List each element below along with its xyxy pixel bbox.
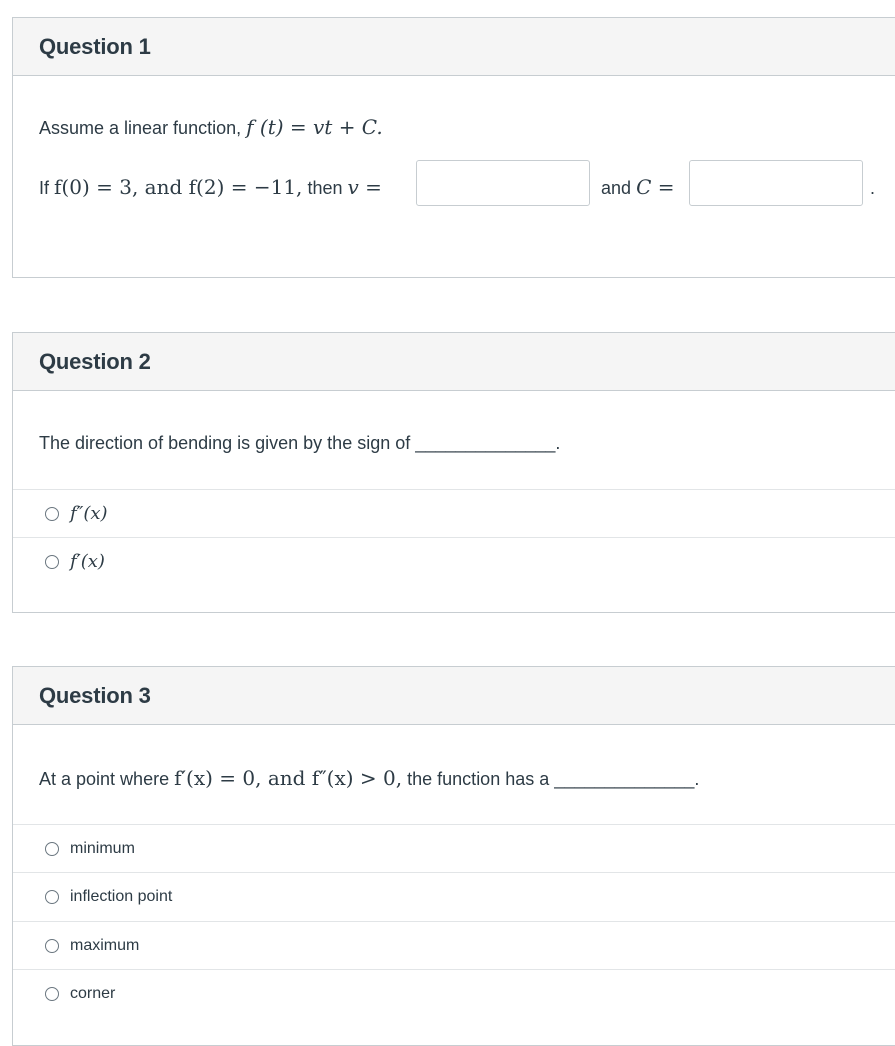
function-definition: f (t) = vt + C. bbox=[246, 115, 383, 139]
answer-option[interactable] bbox=[13, 921, 895, 969]
question-text bbox=[39, 115, 383, 139]
option-label[interactable]: corner bbox=[70, 984, 116, 1002]
radio-button[interactable] bbox=[45, 987, 59, 1001]
answer-option[interactable] bbox=[13, 824, 895, 872]
answer-option[interactable] bbox=[13, 872, 895, 920]
question-header bbox=[13, 333, 895, 391]
question-title: Question 2 bbox=[39, 348, 151, 374]
given-values: f(0) = 3, and f(2) = −11, bbox=[54, 175, 303, 199]
end-period: . bbox=[870, 178, 876, 198]
option-label[interactable]: f′(x) bbox=[70, 551, 105, 572]
question-card-1 bbox=[12, 17, 895, 278]
radio-button[interactable] bbox=[45, 507, 59, 521]
answer-option[interactable] bbox=[13, 969, 895, 1017]
text-after: the function has a ______________. bbox=[407, 769, 700, 789]
variable-c-label: C = bbox=[636, 175, 675, 199]
answer-option[interactable] bbox=[13, 537, 895, 585]
radio-button[interactable] bbox=[45, 890, 59, 904]
text-before: At a point where bbox=[39, 769, 170, 789]
question-card-3 bbox=[12, 666, 895, 1046]
radio-button[interactable] bbox=[45, 939, 59, 953]
option-label[interactable]: minimum bbox=[70, 839, 135, 857]
question-text: The direction of bending is given by the sign of ______________. bbox=[39, 433, 561, 453]
answer-option[interactable] bbox=[13, 489, 895, 537]
option-label[interactable]: inflection point bbox=[70, 887, 173, 905]
question-text bbox=[39, 766, 699, 790]
question-title: Question 1 bbox=[39, 33, 151, 59]
prompt-if: If bbox=[39, 178, 50, 198]
intro-text: Assume a linear function, bbox=[39, 118, 242, 138]
prompt-then: then bbox=[307, 178, 343, 198]
option-label[interactable]: maximum bbox=[70, 936, 140, 954]
question-title: Question 3 bbox=[39, 682, 151, 708]
question-header bbox=[13, 18, 895, 76]
radio-button[interactable] bbox=[45, 555, 59, 569]
question-prompt bbox=[39, 175, 382, 199]
answer-v-input[interactable] bbox=[416, 160, 590, 206]
option-label[interactable]: f″(x) bbox=[70, 503, 108, 524]
answer-c-input[interactable] bbox=[689, 160, 863, 206]
question-card-2 bbox=[12, 332, 895, 613]
variable-v-label: v = bbox=[347, 175, 382, 199]
radio-button[interactable] bbox=[45, 842, 59, 856]
condition-math: f′(x) = 0, and f″(x) > 0, bbox=[174, 766, 403, 790]
question-header bbox=[13, 667, 895, 725]
and-text: and bbox=[601, 178, 632, 198]
and-c-label bbox=[601, 175, 674, 199]
